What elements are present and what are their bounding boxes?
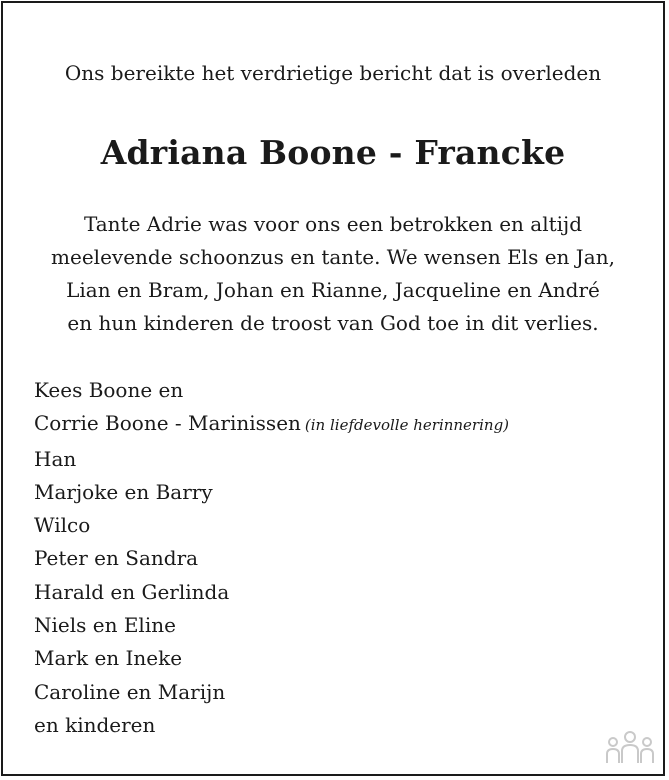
signer bbox=[34, 407, 509, 442]
signer bbox=[34, 509, 509, 542]
signer bbox=[34, 476, 509, 509]
signer bbox=[34, 642, 509, 675]
condolence-message bbox=[43, 208, 623, 340]
message-line: Tante Adrie was voor ons een betrokken en altijd bbox=[83, 212, 583, 236]
signer bbox=[34, 709, 509, 742]
message-line: Lian en Bram, Johan en Rianne, Jacqueline en André bbox=[66, 278, 600, 302]
signer bbox=[34, 576, 509, 609]
signer-name: Wilco bbox=[34, 513, 91, 538]
signer-name: Niels en Eline bbox=[34, 613, 176, 638]
signer-name: Harald en Gerlinda bbox=[34, 579, 230, 604]
signer bbox=[34, 542, 509, 575]
signer-name: en kinderen bbox=[34, 712, 156, 737]
deceased-name: Adriana Boone - Francke bbox=[100, 133, 566, 172]
signers-list bbox=[34, 374, 509, 742]
people-group-icon bbox=[605, 730, 655, 764]
signer-name: Caroline en Marijn bbox=[34, 679, 226, 704]
signer-note: (in liefdevolle herinnering) bbox=[304, 416, 510, 435]
signer-name: Kees Boone en bbox=[34, 378, 184, 402]
signer bbox=[34, 443, 509, 476]
signer-name: Mark en Ineke bbox=[34, 646, 183, 671]
signer-name: Han bbox=[34, 446, 77, 471]
obituary-notice bbox=[1, 1, 665, 776]
signer-name: Peter en Sandra bbox=[34, 546, 199, 571]
message-line: en hun kinderen de troost van God toe in dit verlies. bbox=[67, 311, 599, 335]
signer bbox=[34, 676, 509, 709]
message-line: meelevende schoonzus en tante. We wensen Els en Jan, bbox=[51, 245, 615, 269]
signer bbox=[34, 609, 509, 642]
signer-name: Marjoke en Barry bbox=[34, 479, 213, 504]
signer-name: Corrie Boone - Marinissen bbox=[34, 411, 301, 436]
intro-text: Ons bereikte het verdrietige bericht dat is overleden bbox=[64, 61, 602, 85]
signer bbox=[34, 374, 509, 407]
